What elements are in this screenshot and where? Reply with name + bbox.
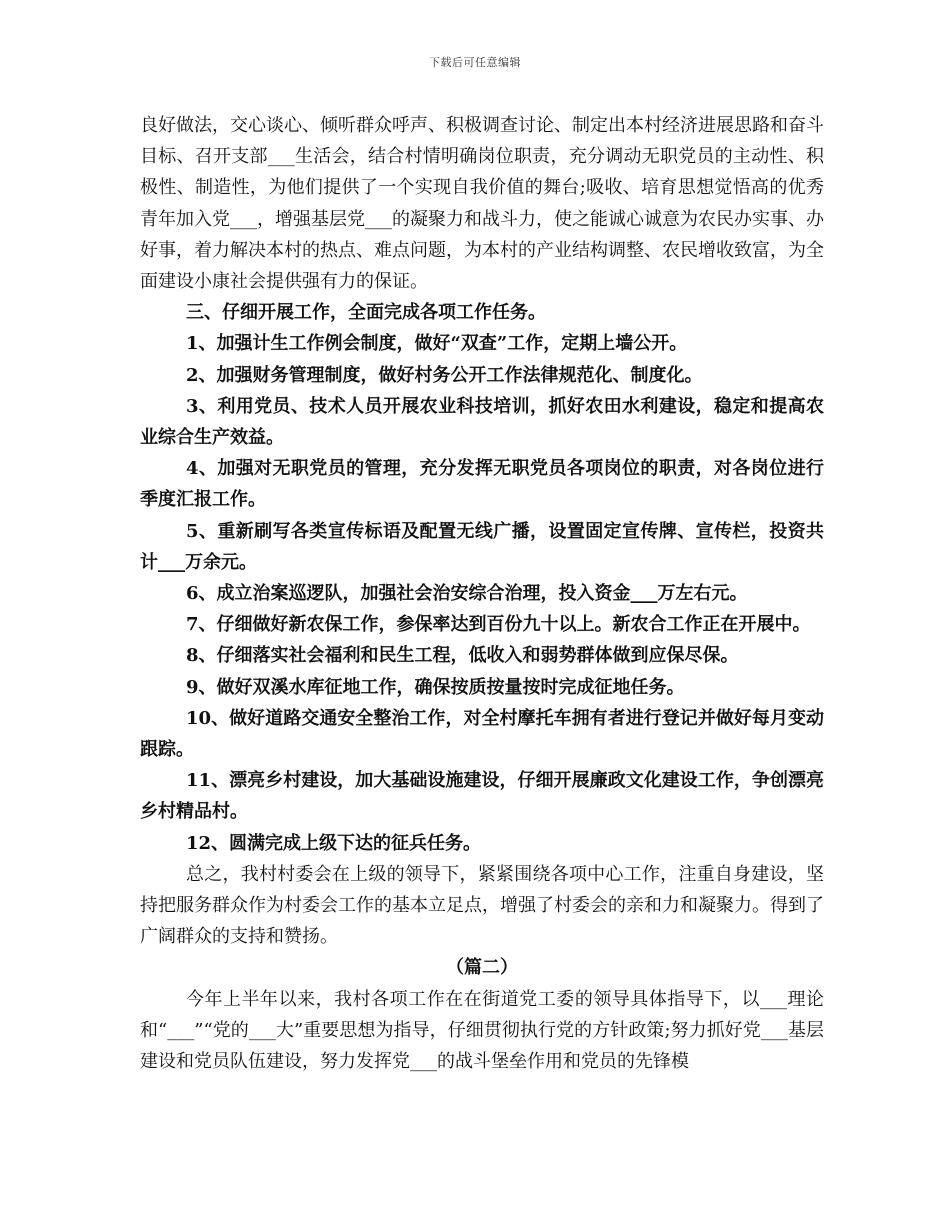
- task-item-5: 5、重新刷写各类宣传标语及配置无线广播，设置固定宣传牌、宣传栏，投资共计___万余元。: [140, 520, 824, 573]
- paragraph-summary: 总之，我村村委会在上级的领导下，紧紧围绕各项中心工作，注重自身建设，坚持把服务群众作为村委会工作的基本立足点，增强了村委会的亲和力和凝聚力。得到了广阔群众的支持和赞扬。: [140, 863, 824, 948]
- task-item-8: 8、仔细落实社会福利和民生工程，低收入和弱势群体做到应保尽保。: [186, 645, 739, 667]
- paragraph-opening-continued: 良好做法，交心谈心、倾听群众呼声、积极调查讨论、制定出本村经济进展思路和奋斗目标、召开支部___生活会，结合村情明确岗位职责，充分调动无职党员的主动性、积极性、制造性，为他们提供了一个实现自我价值的舞台;吸收、培育思想觉悟高的优秀青年加入党___，增强基层党___的凝聚力和战斗力，使之能诚心诚意为农民办实事、办好事，着力解决本村的热点、难点问题，为本村的产业结构调整、农民增收致富，为全面建设小康社会提供强有力的保证。: [140, 115, 824, 293]
- task-item-7: 7、仔细做好新农保工作，参保率达到百份九十以上。新农合工作正在开展中。: [186, 614, 811, 636]
- document-body: [140, 110, 824, 1077]
- section-heading-three: 三、仔细开展工作，全面完成各项工作任务。: [186, 302, 546, 324]
- task-item-1: 1、加强计生工作例会制度，做好“双查”工作，定期上墙公开。: [186, 333, 688, 355]
- task-item-3: 3、利用党员、技术人员开展农业科技培训，抓好农田水利建设，稳定和提高农业综合生产效益。: [140, 395, 824, 449]
- paragraph-part-two-opening: 今年上半年以来，我村各项工作在在街道党工委的领导具体指导下，以___理论和“___”“党的___大”重要思想为指导，仔细贯彻执行党的方针政策;努力抓好党___基层建设和党员队伍建设，努力发挥党___的战斗堡垒作用和党员的先锋模: [140, 988, 824, 1073]
- task-item-11: 11、漂亮乡村建设，加大基础设施建设，仔细开展廉政文化建设工作，争创漂亮乡村精品村。: [140, 770, 824, 823]
- task-item-10: 10、做好道路交通安全整治工作，对全村摩托车拥有者进行登记并做好每月变动跟踪。: [140, 707, 824, 761]
- task-item-4: 4、加强对无职党员的管理，充分发挥无职党员各项岗位的职责，对各岗位进行季度汇报工作。: [140, 458, 824, 511]
- task-item-12: 12、圆满完成上级下达的征兵任务。: [186, 832, 482, 854]
- task-item-2: 2、加强财务管理制度，做好村务公开工作法律规范化、制度化。: [186, 364, 703, 386]
- page-header-note: 下载后可任意编辑: [429, 56, 521, 69]
- task-item-9: 9、做好双溪水库征地工作，确保按质按量按时完成征地任务。: [186, 676, 685, 698]
- task-item-6: 6、成立治案巡逻队，加强社会治安综合治理，投入资金___万左右元。: [186, 583, 748, 605]
- part-two-title: （篇二）: [446, 957, 518, 979]
